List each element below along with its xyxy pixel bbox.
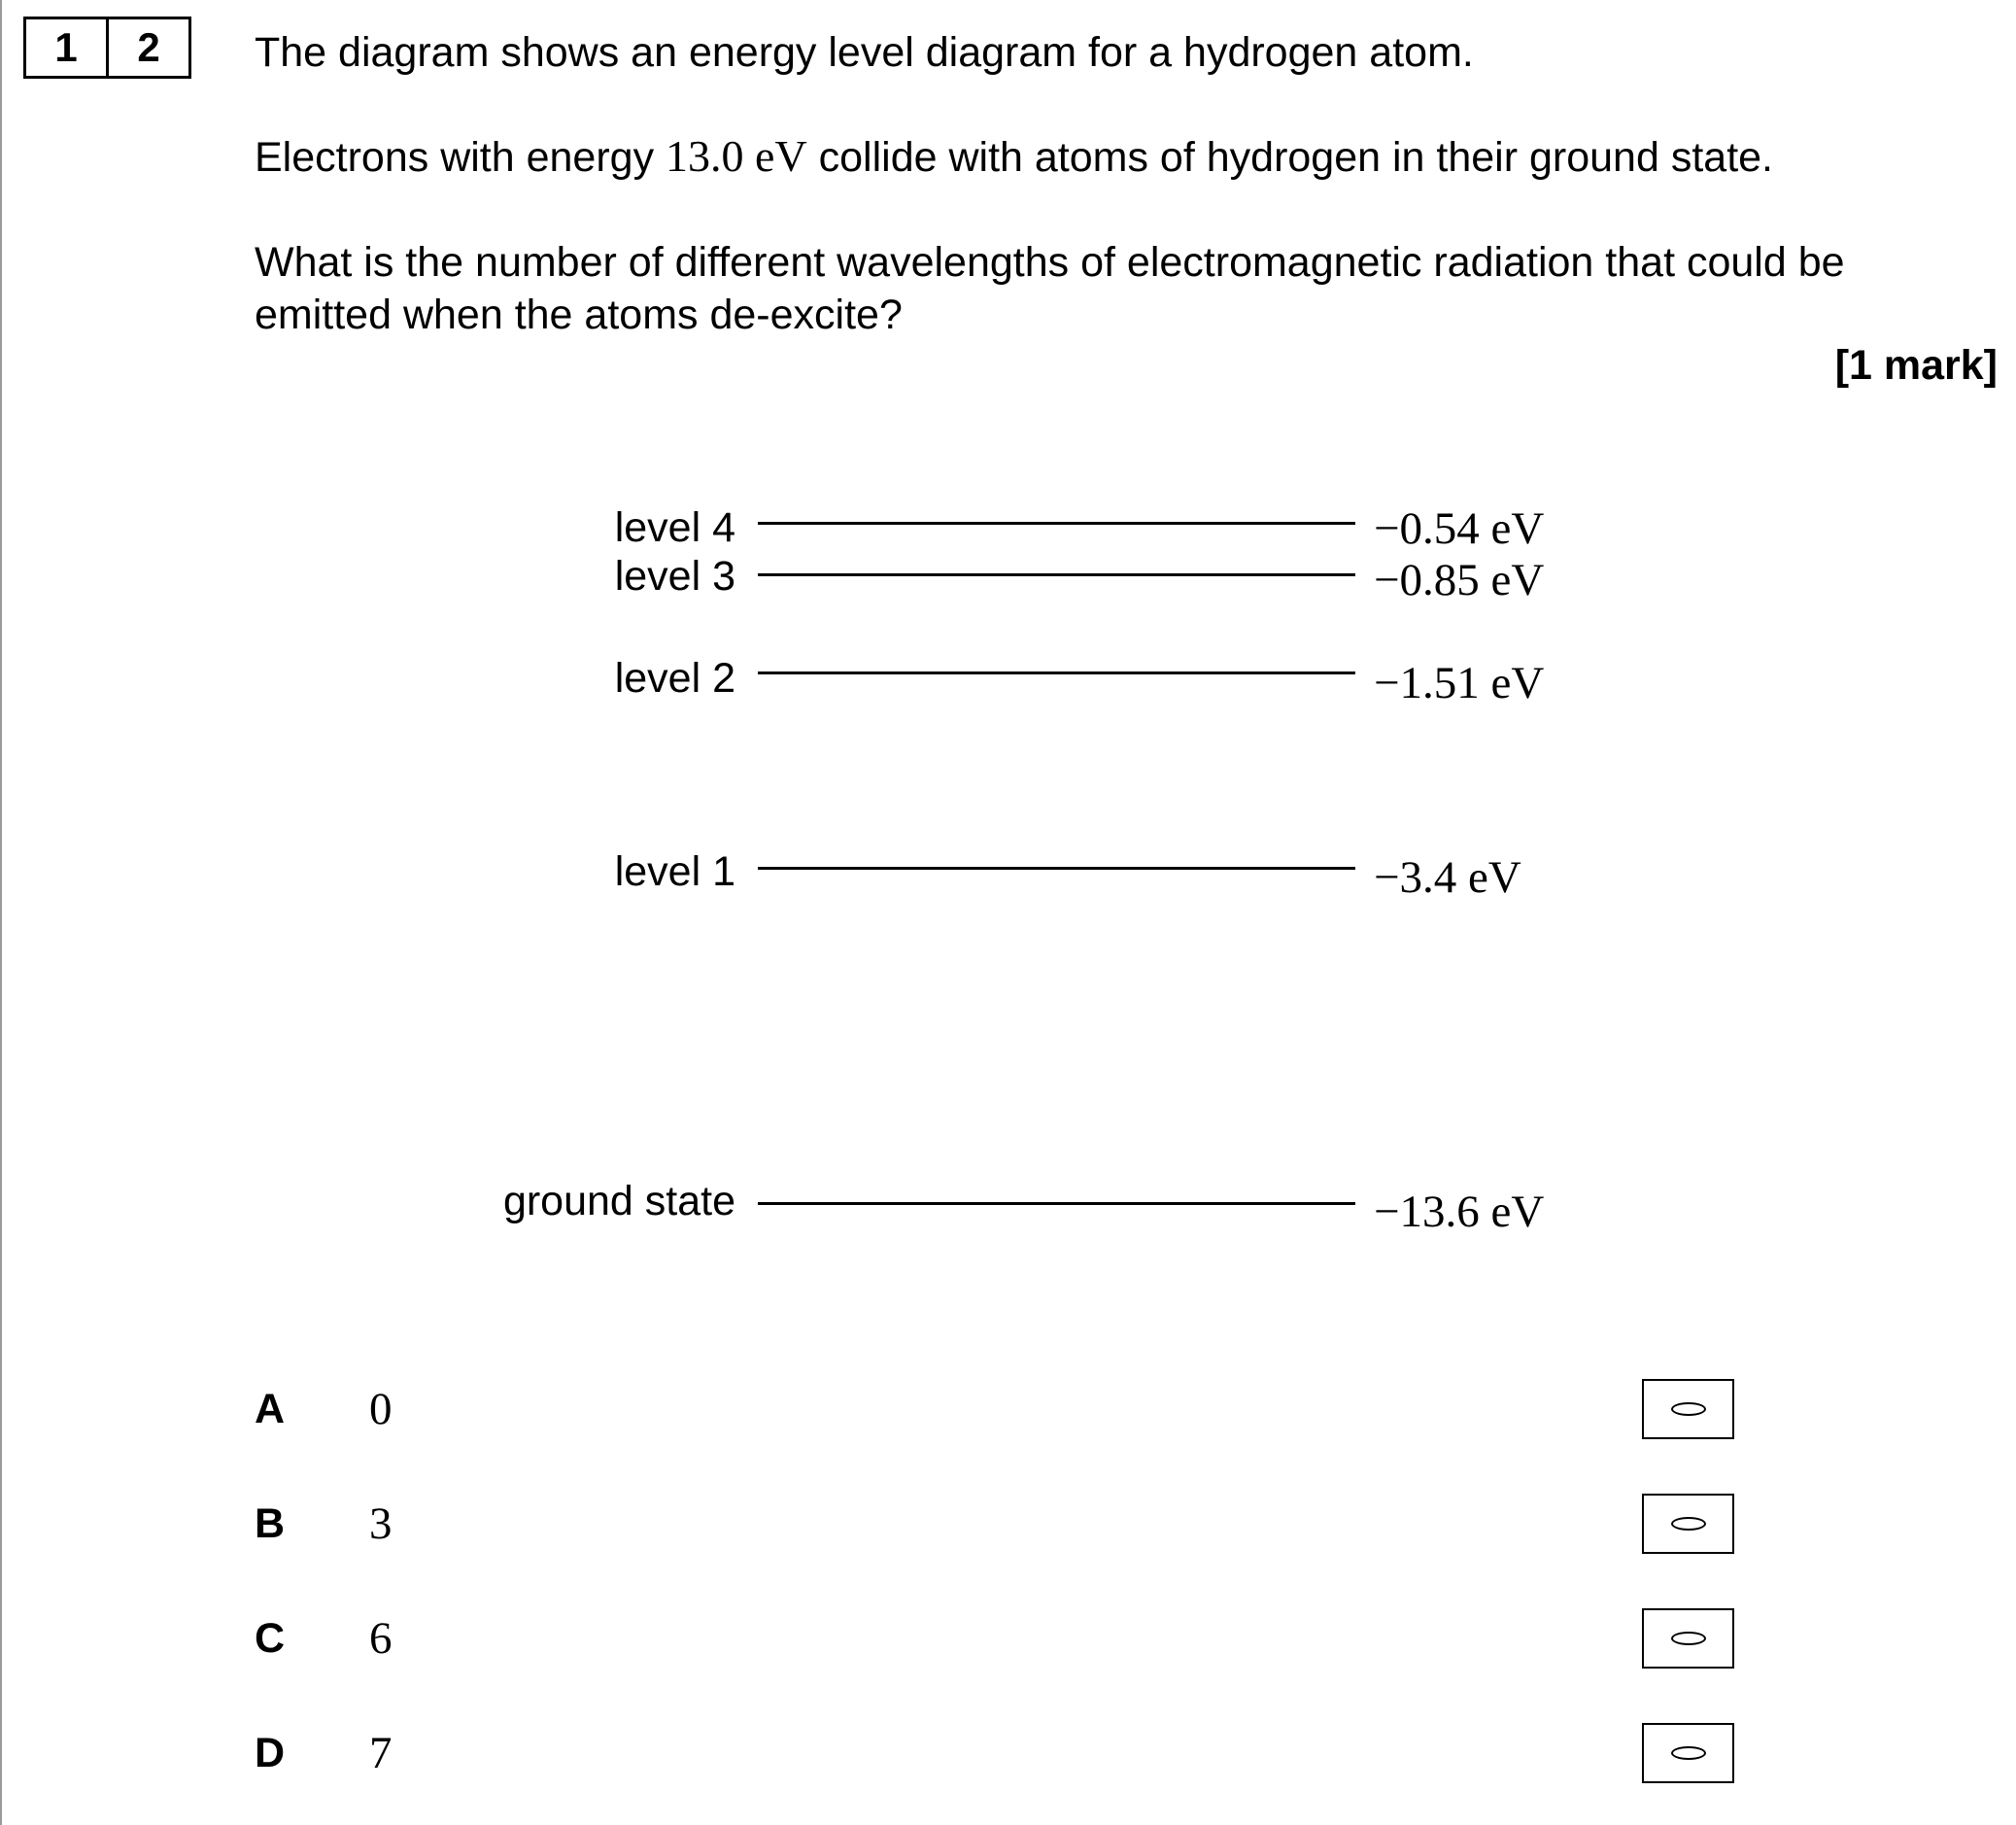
question-intro: The diagram shows an energy level diagram for a hydrogen atom. bbox=[255, 29, 1474, 76]
energy-level-line bbox=[758, 671, 1355, 674]
electron-energy-value: 13.0 eV bbox=[666, 131, 807, 181]
question-number-digit: 1 bbox=[54, 24, 78, 70]
answer-bubble-icon bbox=[1671, 1402, 1706, 1416]
option-letter: D bbox=[255, 1730, 286, 1776]
level-label: level 2 bbox=[614, 655, 735, 702]
question-prompt-line-1: What is the number of different wavelengths of electromagnetic radiation that could be bbox=[255, 239, 1845, 286]
margin-rule bbox=[0, 0, 2, 1825]
level-label: level 4 bbox=[614, 504, 735, 551]
energy-level-line bbox=[758, 522, 1355, 525]
level-energy: −1.51 eV bbox=[1374, 658, 1545, 708]
marks-label: [1 mark] bbox=[1834, 342, 1998, 389]
option-a-answer-box[interactable] bbox=[1642, 1379, 1734, 1439]
option-d-answer-box[interactable] bbox=[1642, 1723, 1734, 1783]
option-letter: B bbox=[255, 1500, 286, 1547]
option-value: 0 bbox=[369, 1384, 393, 1434]
answer-bubble-icon bbox=[1671, 1517, 1706, 1531]
option-c-answer-box[interactable] bbox=[1642, 1608, 1734, 1669]
question-context bbox=[255, 130, 1773, 184]
level-energy: −0.85 eV bbox=[1374, 555, 1545, 605]
answer-bubble-icon bbox=[1671, 1632, 1706, 1645]
option-value: 7 bbox=[369, 1728, 393, 1778]
level-label: level 3 bbox=[614, 553, 735, 600]
level-energy: −3.4 eV bbox=[1374, 852, 1521, 903]
context-text: collide with atoms of hydrogen in their ground state. bbox=[806, 134, 1774, 181]
energy-level-line bbox=[758, 1202, 1355, 1205]
option-letter: C bbox=[255, 1615, 286, 1662]
answer-bubble-icon bbox=[1671, 1746, 1706, 1760]
level-label: level 1 bbox=[614, 848, 735, 895]
level-energy: −13.6 eV bbox=[1374, 1187, 1545, 1237]
context-text: Electrons with energy bbox=[255, 134, 666, 181]
level-energy: −0.54 eV bbox=[1374, 503, 1545, 554]
option-value: 6 bbox=[369, 1613, 393, 1664]
option-letter: A bbox=[255, 1386, 286, 1432]
level-label: ground state bbox=[502, 1178, 735, 1224]
option-value: 3 bbox=[369, 1498, 393, 1549]
option-b-answer-box[interactable] bbox=[1642, 1494, 1734, 1554]
question-prompt-line-2: emitted when the atoms de-excite? bbox=[255, 292, 903, 338]
energy-level-line bbox=[758, 867, 1355, 870]
question-number-box bbox=[23, 17, 191, 79]
question-number-digit: 2 bbox=[106, 19, 188, 76]
energy-level-line bbox=[758, 573, 1355, 576]
